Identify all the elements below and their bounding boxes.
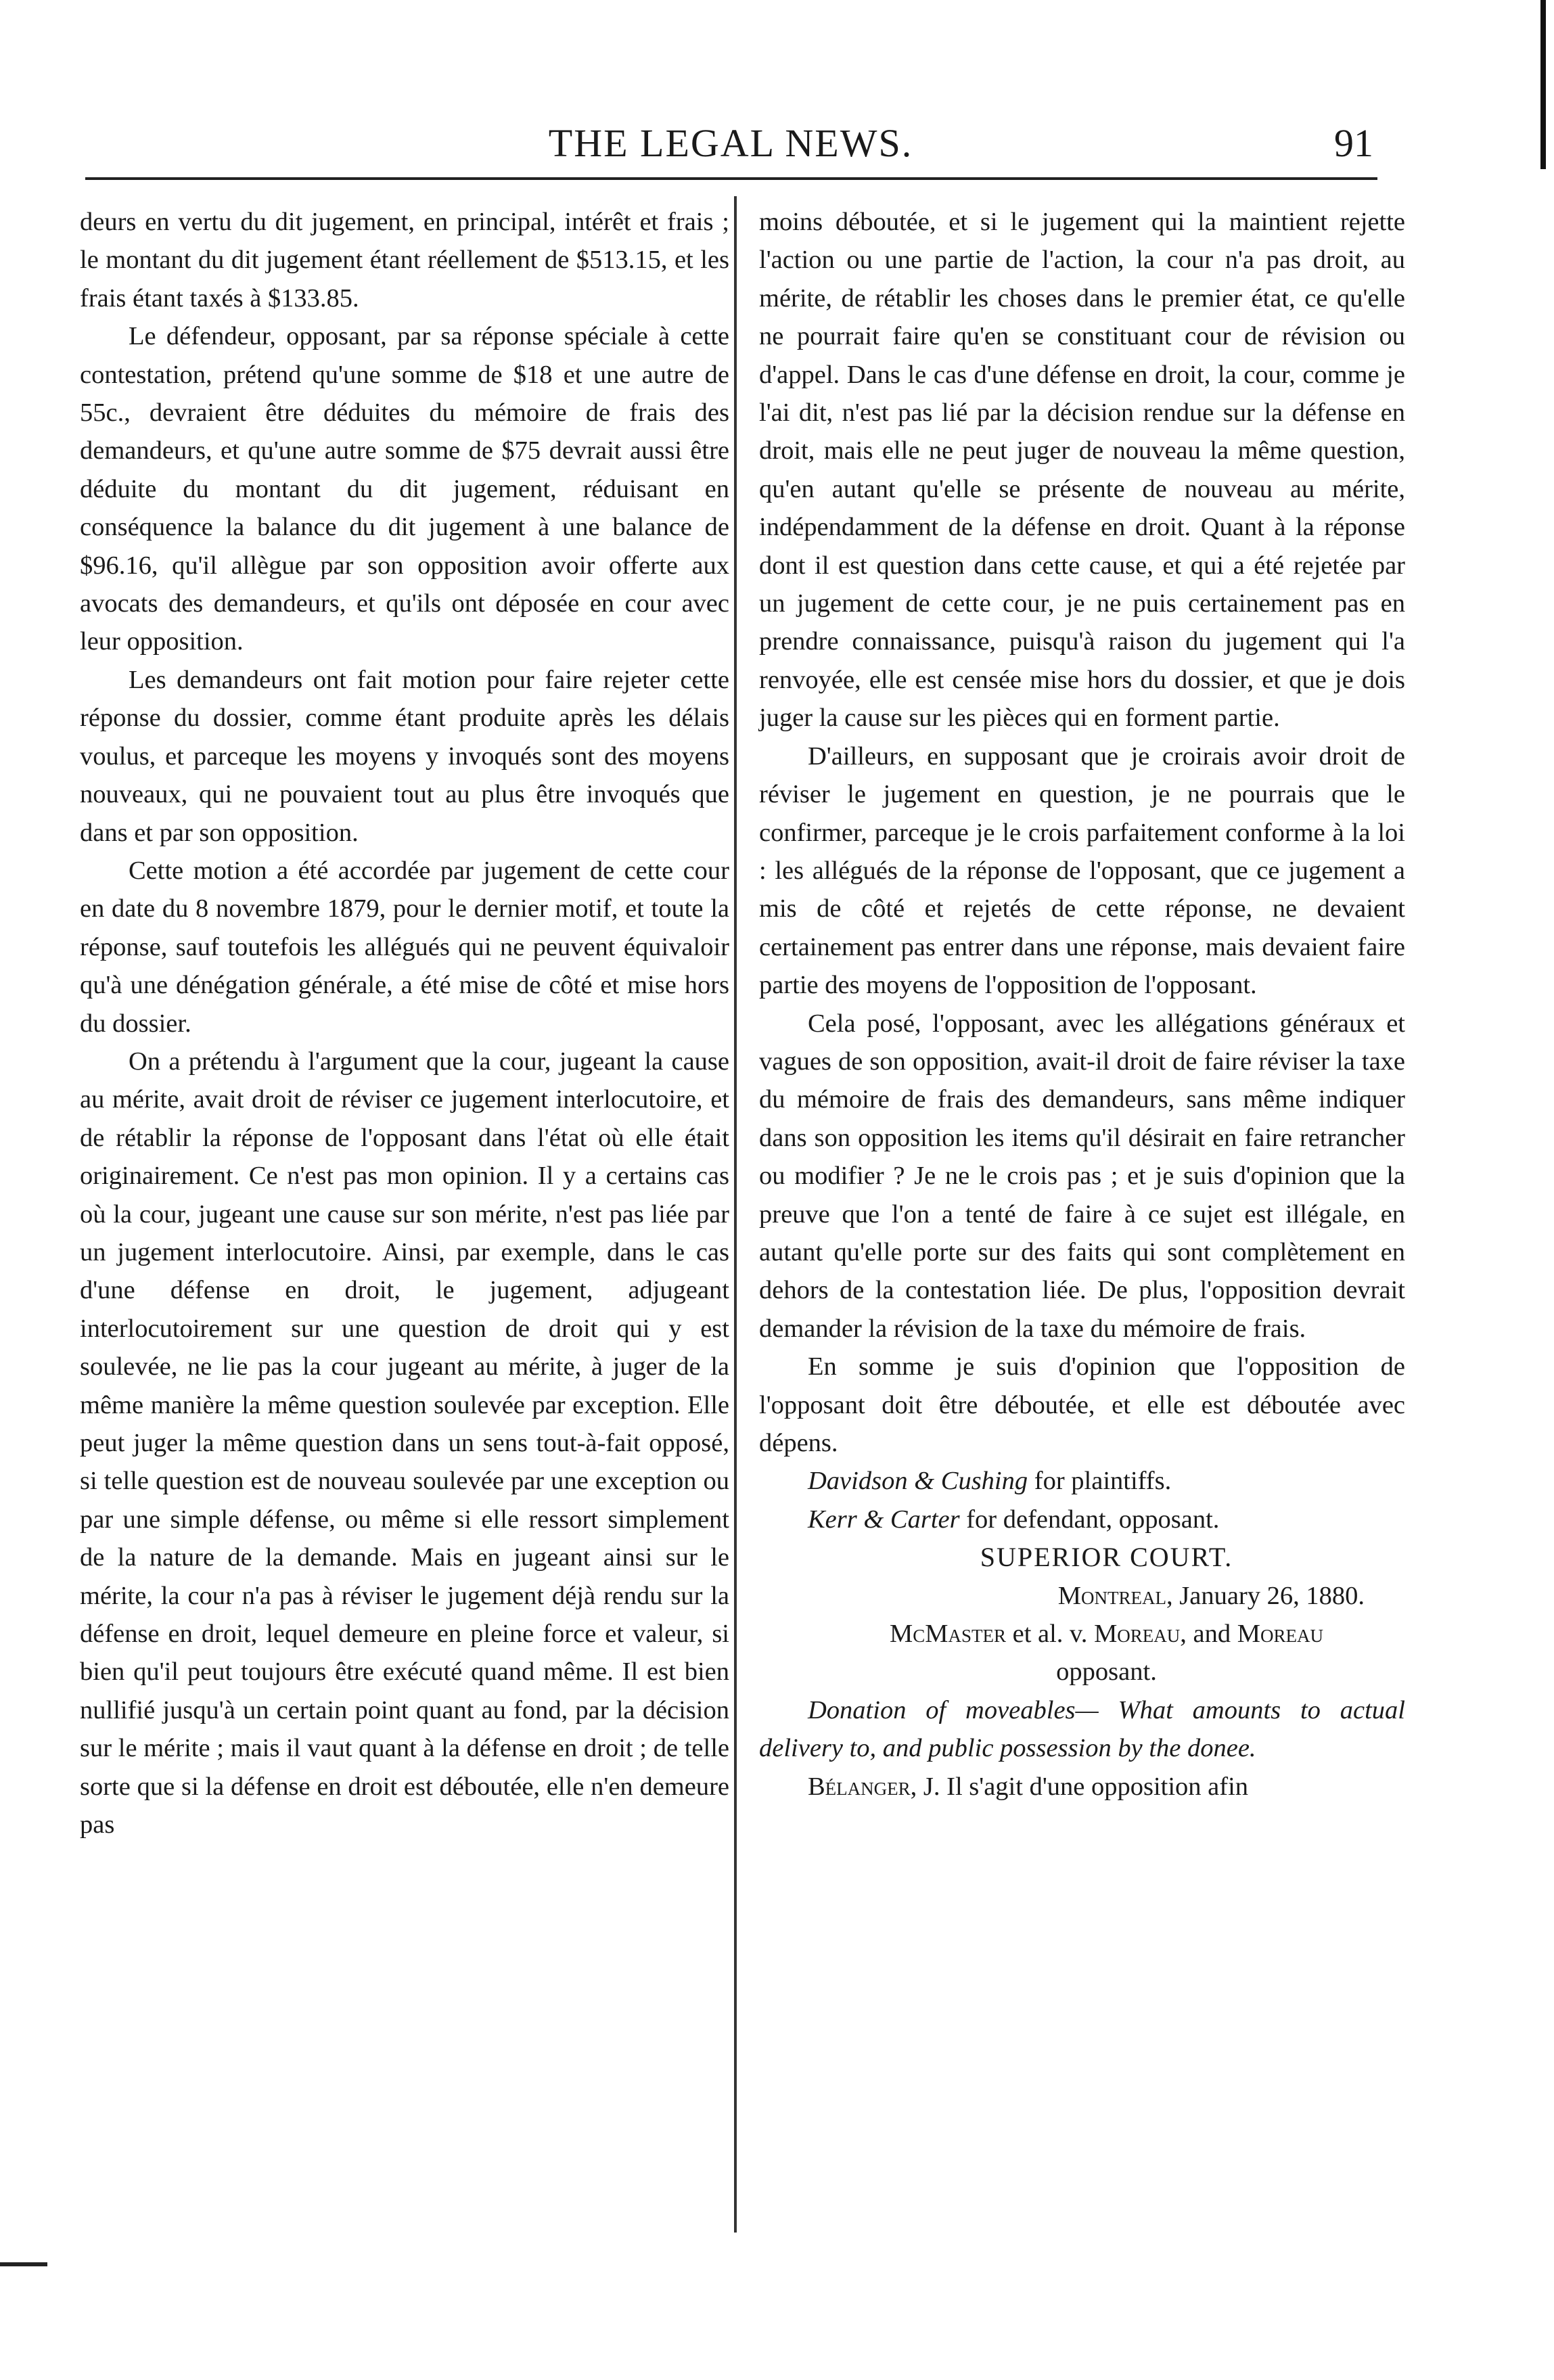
case-opposant: Moreau	[1237, 1620, 1323, 1649]
case-place: Montreal,	[1057, 1581, 1173, 1610]
judge-name: Bélanger, J.	[808, 1772, 940, 1801]
case-date	[759, 1577, 1405, 1615]
case-date-text: January 26, 1880.	[1172, 1581, 1365, 1610]
paragraph: Cette motion a été accordée par jugement de cette cour en date du 8 novembre 1879, pour le dernier motif, et toute la réponse, sauf toutefois les allégués qui ne peuvent équivaloir qu'à une dénégation générale, a été mise de côté et mise hors du dossier.	[80, 856, 729, 1038]
journal-title: THE LEGAL NEWS.	[548, 121, 913, 165]
paragraph: deurs en vertu du dit jugement, en principal, intérêt et frais ; le montant du dit jugement étant réellement de $513.15, et les frais étant taxés à $133.85.	[80, 208, 729, 313]
counsel-plaintiffs-role: for plaintiffs.	[1028, 1467, 1172, 1496]
case-mid: et al. v.	[1005, 1620, 1095, 1649]
paragraph: Les demandeurs ont fait motion pour faire rejeter cette réponse du dossier, comme étant produite après les délais voulus, et parceque les moyens y invoqués sont des moyens nouveaux, qui ne pouvaient tout au plus être invoqués que dans et par son opposition.	[80, 665, 729, 847]
paragraph: moins déboutée, et si le jugement qui la maintient rejette l'action ou une partie de l'action, la cour n'a pas droit, au mérite, de rétablir les choses dans le premier état, ce qu'elle ne pourrait faire qu'en se constituant cour de révision ou d'appel. Dans le cas d'une défense en droit, la cour, comme je l'ai dit, n'est pas lié par la décision rendue sur la défense en droit, mais elle ne peut juger de nouveau la même question, qu'en autant qu'elle se présente de nouveau au mérite, indépendamment de la défense en droit. Quant à la réponse dont il est question dans cette cause, et qui a été rejetée par un jugement de cette cour, je ne puis certainement pas en prendre connaissance, puisqu'à raison du jugement qui l'a renvoyée, elle est censée mise hors du dossier, et que je dois juger la cause sur les pièces qui en forment partie.	[759, 208, 1405, 733]
judgment-start	[759, 1768, 1405, 1806]
scan-edge-line	[1540, 0, 1546, 169]
case-opposant-role: opposant.	[1056, 1657, 1157, 1687]
court-heading: SUPERIOR COURT.	[980, 1542, 1233, 1573]
case-parties	[759, 1615, 1405, 1653]
paragraph: Le défendeur, opposant, par sa réponse spéciale à cette contestation, prétend qu'une somme de $18 et une autre de 55c., devraient être déduites du mémoire de frais des demandeurs, et qu'une autre somme de $75 devrait aussi être déduite du montant du dit jugement, réduisant en conséquence la balance du dit jugement à une balance de $96.16, qu'il allègue par son opposition avoir offerte aux avocats des demandeurs, et qu'ils ont déposée en cour avec leur opposition.	[80, 322, 729, 656]
running-head	[88, 120, 1373, 168]
page-number: 91	[1334, 121, 1373, 165]
syllabus: Donation of moveables— What amounts to actual delivery to, and public possession by the donee.	[759, 1695, 1405, 1763]
left-column	[80, 203, 729, 1844]
case-plaintiff: McMaster	[890, 1620, 1006, 1649]
paragraph: On a prétendu à l'argument que la cour, jugeant la cause au mérite, avait droit de réviser ce jugement interlocutoire, et de rétablir la réponse de l'opposant dans l'état où elle était originairement. Ce n'est pas mon opinion. Il y a certains cas où la cour, jugeant une cause sur son mérite, n'est pas liée par un jugement interlocutoire. Ainsi, par exemple, dans le cas d'une défense en droit, le jugement, adjugeant interlocutoirement sur une question de droit qui y est soulevée, ne lie pas la cour jugeant au mérite, à juger de la même manière la même question soulevée par exception. Elle peut juger la même question dans un sens tout-à-fait opposé, si telle question est de nouveau soulevée par une exception ou par une simple défense, ou même si elle ressort simplement de la nature de la demande. Mais en jugeant ainsi sur le mérite, la cour n'a pas à réviser le jugement déjà rendu sur la défense en droit, lequel demeure en pleine force et valeur, si bien qu'il peut toujours être exécuté quand même. Il est bien nullifié jusqu'à un certain point quant au fond, par la décision sur le mérite ; mais il vaut quant à la défense en droit ; de telle sorte que si la défense en droit est déboutée, elle n'en demeure pas	[80, 1047, 729, 1839]
column-divider	[734, 196, 737, 2233]
counsel-defendant-role: for defendant, opposant.	[959, 1505, 1220, 1534]
case-defendant: Moreau	[1094, 1620, 1181, 1649]
counsel-plaintiffs	[759, 1462, 1405, 1500]
counsel-defendant-firm: Kerr & Carter	[808, 1505, 960, 1534]
paragraph: En somme je suis d'opinion que l'opposition de l'opposant doit être déboutée, et elle est déboutée avec dépens.	[759, 1352, 1405, 1457]
paragraph: Cela posé, l'opposant, avec les allégations généraux et vagues de son opposition, avait-il droit de faire réviser la taxe du mémoire de frais des demandeurs, sans même indiquer dans son opposition les items qu'il désirait en faire retrancher ou modifier ? Je ne le crois pas ; et je suis d'opinion que la preuve que l'on a tenté de faire à ce sujet est illégale, en autant qu'elle porte sur des faits qui sont complètement en dehors de la contestation liée. De plus, l'opposition devrait demander la révision de la taxe du mémoire de frais.	[759, 1009, 1405, 1343]
counsel-plaintiffs-firm: Davidson & Cushing	[808, 1467, 1028, 1496]
judgment-text: Il s'agit d'une opposition afin	[940, 1772, 1249, 1801]
case-and: , and	[1180, 1620, 1237, 1649]
header-rule	[85, 177, 1377, 180]
scan-corner-mark	[0, 2262, 47, 2266]
counsel-defendant	[759, 1501, 1405, 1538]
paragraph: D'ailleurs, en supposant que je croirais avoir droit de réviser le jugement en question, je ne pourrais que le confirmer, parceque je le crois parfaitement conforme à la loi : les allégués de la réponse de l'opposant, que ce jugement a mis de côté et rejetés de cette réponse, ne devaient certainement pas entrer dans une réponse, mais devaient faire partie des moyens de l'opposition de l'opposant.	[759, 741, 1405, 1000]
right-column	[759, 203, 1405, 1806]
